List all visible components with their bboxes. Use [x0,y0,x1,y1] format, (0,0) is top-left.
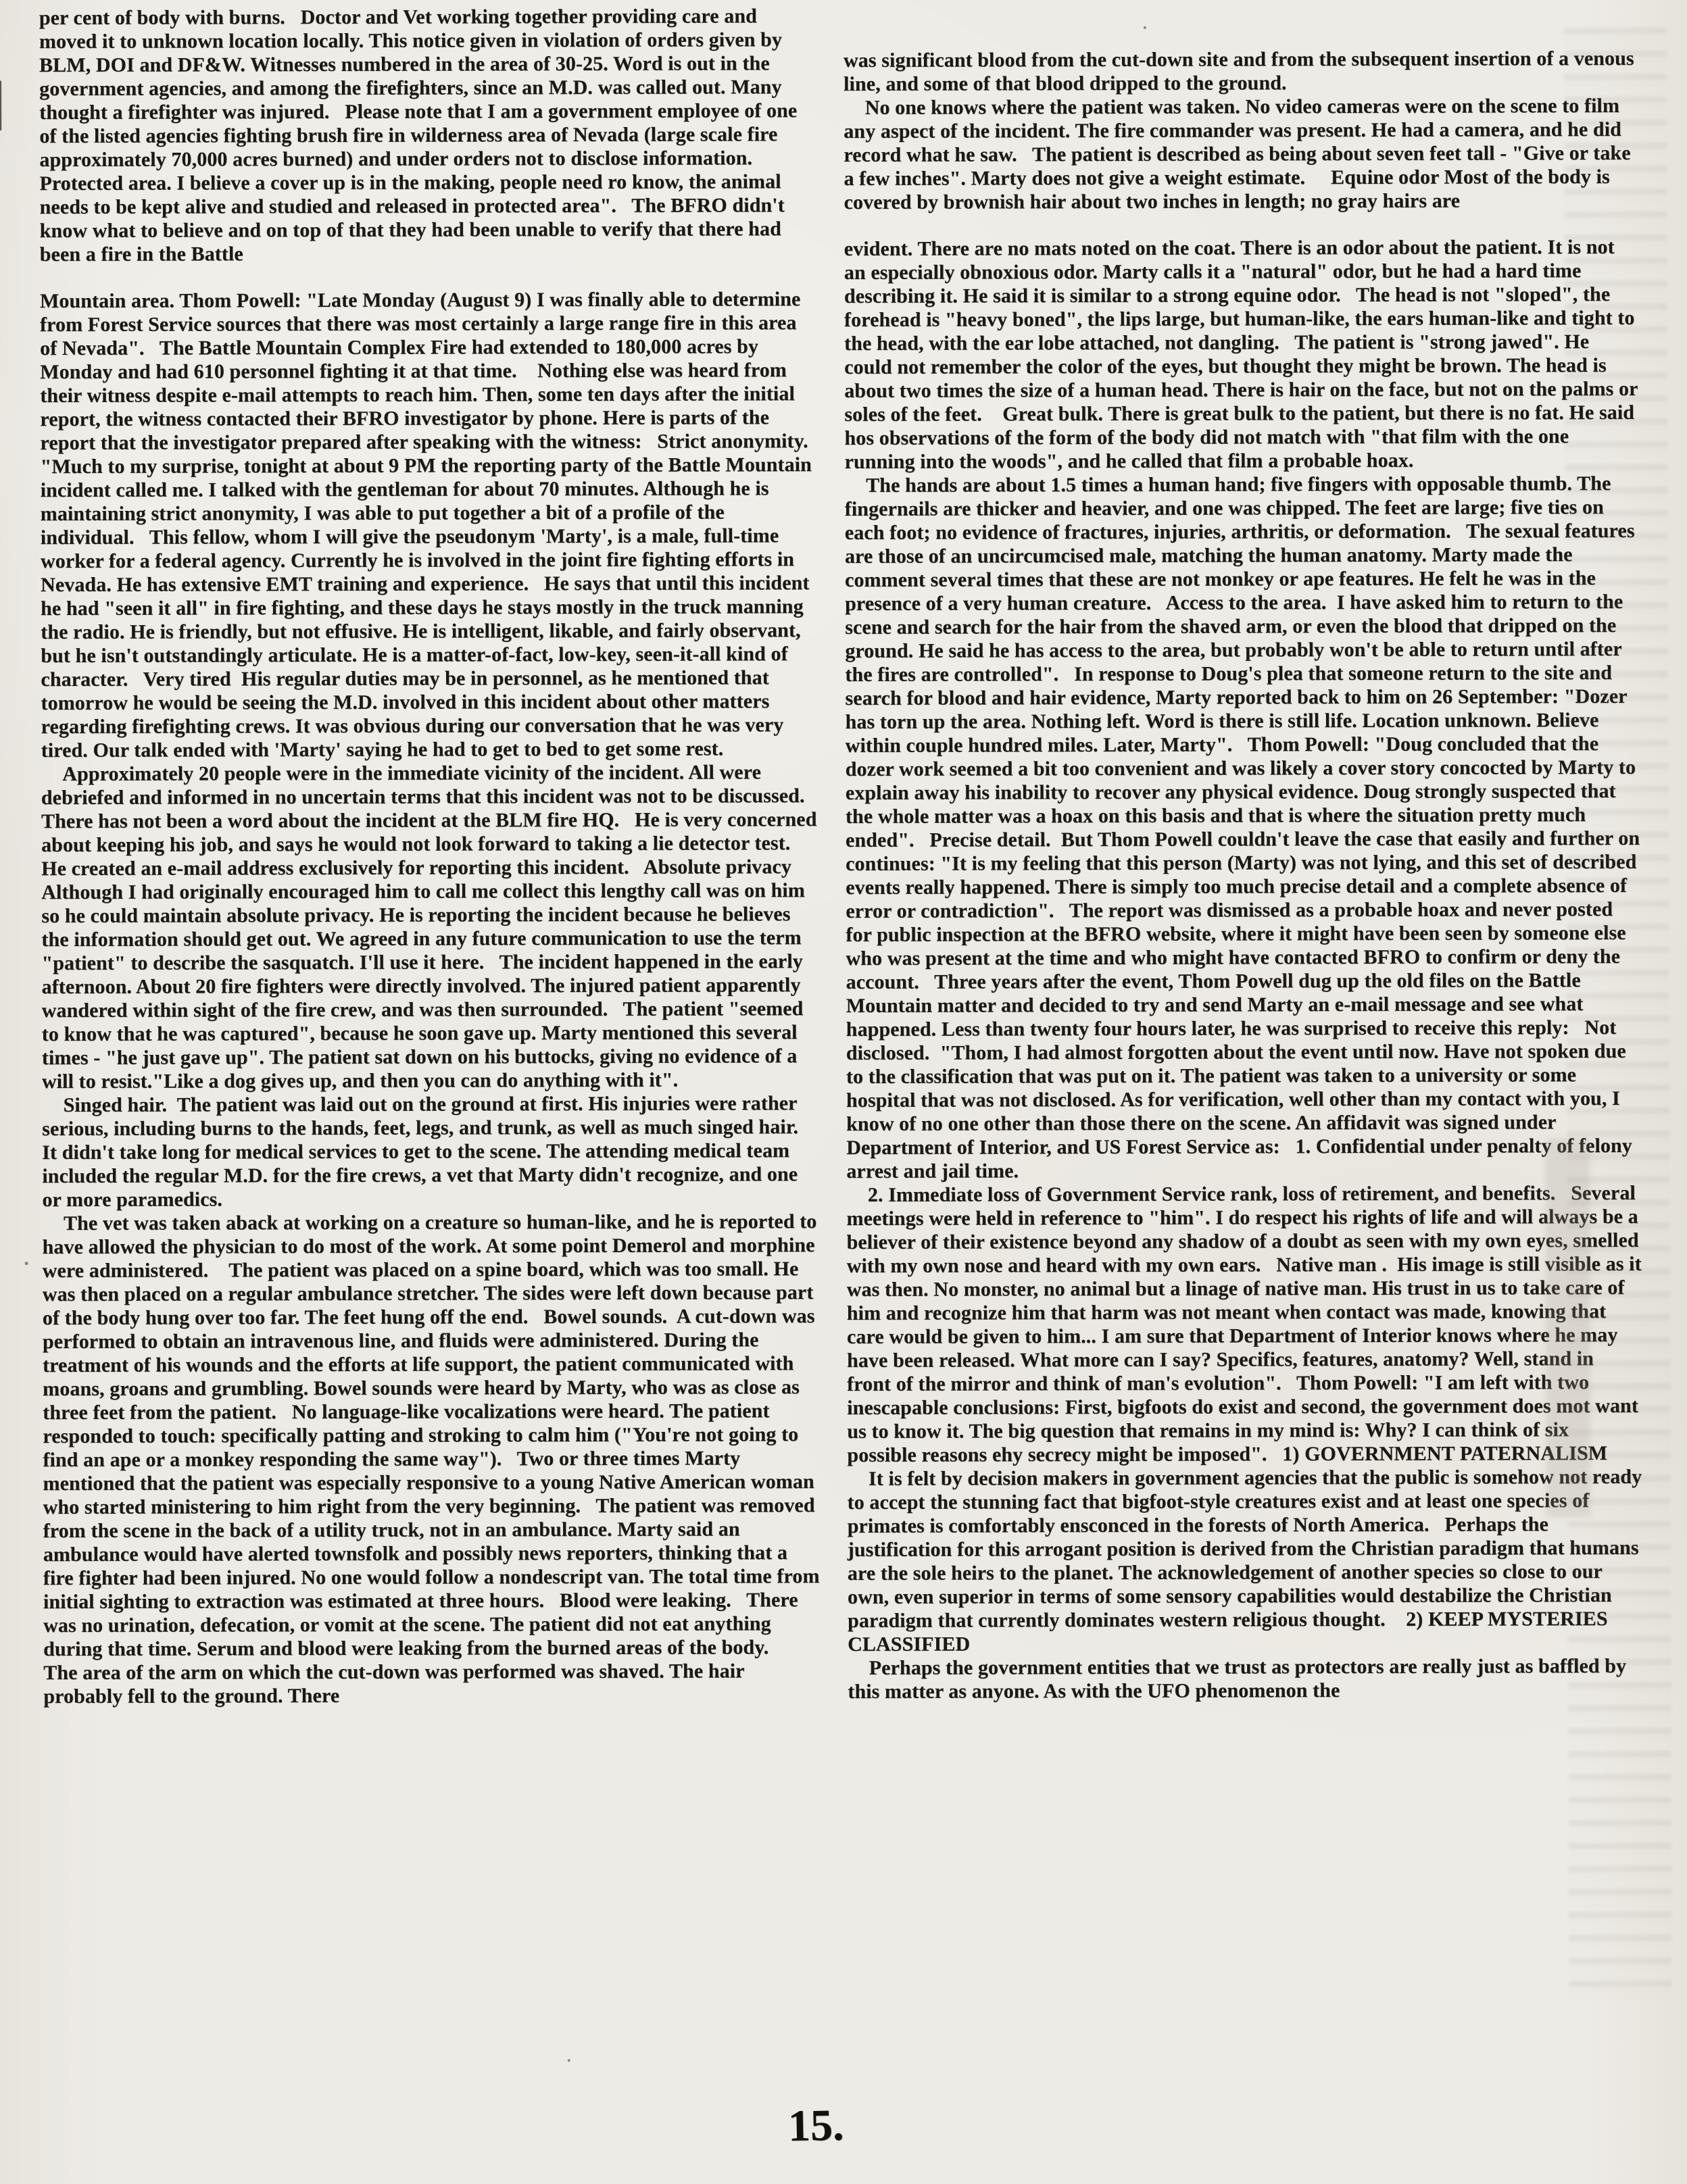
paragraph: Mountain area. Thom Powell: "Late Monday (August 9) I was finally able to determine from Forest Service sources that there was most certainly a large range fire in this area of Nevada". The Battle Mountain Complex Fire had extended to 180,000 acres by Monday and had 610 personnel fighting it at that time. Nothing else was heard from their witness despite e-mail attempts to reach him. Then, some ten days after the initial report, the witness contacted their BFRO investigator by phone. Here is parts of the report that the investigator prepared after speaking with the witness: Strict anonymity. "Much to my surprise, tonight at about 9 PM the reporting party of the Battle Mountain incident called me. I talked with the gentleman for about 70 minutes. Although he is maintaining strict anonymity, I was able to put together a bit of a profile of the individual. This fellow, whom I will give the pseudonym 'Marty', is a male, full-time worker for a federal agency. Currently he is involved in the joint fire fighting efforts in Nevada. He has extensive EMT training and experience. He says that until this incident he had "seen it all" in fire fighting, and these days he stays mostly in the truck manning the radio. He is friendly, but not effusive. He is intelligent, likable, and fairly observant, but he isn't outstandingly articulate. He is a matter-of-fact, low-key, seen-it-all kind of character. Very tired His regular duties may be in personnel, as he mentioned that tomorrow he would be seeing the M.D. involved in this incident about other matters regarding firefighting crews. It was obvious during our conversation that he was very tired. Our talk ended with 'Marty' saying he had to get to bed to get some rest. [39,288,818,762]
paragraph: evident. There are no mats noted on the coat. There is an odor about the patient. It is not an especially obnoxious odor. Marty calls it a "natural" odor, but he had a hard time describing it. He said it is similar to a strong equine odor. The head is not "sloped", the forehead is "heavy boned", the lips large, but human-like, the ears human-like and tight to the head, with the ear lobe attached, not dangling. The patient is "strong jawed". He could not remember the color of the eyes, but thought they might be brown. The head is about two times the size of a human head. There is hair on the face, but not on the palms or soles of the feet. Great bulk. There is great bulk to the patient, but there is no fat. He said hos observations of the form of the body did not match with "that film with the one running into the woods", and he called that film a probable hoax. [844,235,1643,473]
paragraph: The vet was taken aback at working on a creature so human-like, and he is reported to have allowed the physician to do most of the work. At some point Demerol and morphine were administered. The patient was placed on a spine board, which was too small. He was then placed on a regular ambulance stretcher. The sides were left down because part of the body hung over too far. The feet hung off the end. Bowel sounds. A cut-down was performed to obtain an intravenous line, and fluids were administered. During the treatment of his wounds and the efforts at life support, the patient communicated with moans, groans and grumbling. Bowel sounds were heard by Marty, who was as close as three feet from the patient. No language-like vocalizations were heard. The patient responded to touch: specifically patting and stroking to calm him ("You're not going to find an ape or a monkey responding the same way"). Two or three times Marty mentioned that the patient was especially responsive to a young Native American woman who started ministering to him right from the very beginning. The patient was removed from the scene in the back of a utility truck, not in an ambulance. Marty said an ambulance would have alerted townsfolk and possibly news reporters, thinking that a fire fighter had been injured. No one would follow a nondescript van. The total time from initial sighting to extraction was estimated at three hours. Blood were leaking. There was no urination, defecation, or vomit at the scene. The patient did not eat anything during that time. Serum and blood were leaking from the burned areas of the body. The area of the arm on which the cut-down was performed was shaved. The hair probably fell to the ground. There [42,1210,825,1708]
scan-speck-artifact [1144,26,1146,29]
scan-speck-artifact [25,1262,28,1265]
scan-edge-artifact [0,80,1,130]
bleed-through-text-artifact [1564,28,1672,2001]
paragraph: was significant blood from the cut-down site and from the subsequent insertion of a venous line, and some of that blood dripped to the ground. [843,47,1640,95]
text-column-right [843,47,1647,1704]
paragraph: per cent of body with burns. Doctor and Vet working together providing care and moved it to unknown location locally. This notice given in violation of orders given by BLM, DOI and DF&W. Witnesses numbered in the area of 30-25. Word is out in the government agencies, and among the firefighters, since an M.D. was called out. Many thought a firefighter was injured. Please note that I am a government employee of one of the listed agencies fighting brush fire in wilderness area of Nevada (large scale fire approximately 70,000 acres burned) and under orders not to disclose information. Protected area. I believe a cover up is in the making, people need ro know, the animal needs to be kept alive and studied and released in protected area". The BFRO didn't know what to believe and on top of that they had been unable to verify that there had been a fire in the Battle [39,5,802,266]
paragraph: Approximately 20 people were in the immediate vicinity of the incident. All were debriefed and informed in no uncertain terms that this incident was not to be discussed. There has not been a word about the incident at the BLM fire HQ. He is very concerned about keeping his job, and says he would not look forward to taking a lie detector test. He created an e-mail address exclusively for reporting this incident. Absolute privacy Although I had originally encouraged him to call me collect this lengthy call was on him so he could maintain absolute privacy. He is reporting the incident because he believes the information should get out. We agreed in any future communication to use the term "patient" to describe the sasquatch. I'll use it here. The incident happened in the early afternoon. About 20 fire fighters were directly involved. The injured patient apparently wandered within sight of the fire crew, and was then surrounded. The patient "seemed to know that he was captured", because he soon gave up. Marty mentioned this several times - "he just gave up". The patient sat down on his buttocks, giving no evidence of a will to resist."Like a dog gives up, and then you can do anything with it". [41,761,823,1093]
paragraph: Singed hair. The patient was laid out on the ground at first. His injuries were rather serious, including burns to the hands, feet, legs, and trunk, as well as much singed hair. It didn't take long for medical services to get to the scene. The attending medical team included the regular M.D. for the fire crews, a vet that Marty didn't recognize, and one or more paramedics. [42,1092,814,1212]
paragraph: It is felt by decision makers in government agencies that the public is somehow not ready to accept the stunning fact that bigfoot-style creatures exist and at least one species of primates is comfortably ensconced in the forests of North America. Perhaps the justification for this arrogant position is derived from the Christian paradigm that humans are the sole heirs to the planet. The acknowledgement of another species so close to our own, even superior in terms of some sensory capabilities would destabilize the Christian paradigm that currently dominates western religious thought. 2) KEEP MYSTERIES CLASSIFIED [847,1465,1647,1656]
paragraph: 2. Immediate loss of Government Service rank, loss of retirement, and benefits. Several meetings were held in reference to "him". I do respect his rights of life and will always be a believer of their existence beyond any shadow of a doubt as seen with my own eyes, smelled with my own nose and heard with my own ears. Native man . His image is still visible as it was then. No monster, no animal but a linage of native man. His trust in us to take care of him and recognize him that harm was not meant when contact was made, knowing that care would be given to him... I am sure that Department of Interior knows where he may have been released. What more can I say? Specifics, features, anatomy? Well, stand in front of the mirror and think of man's evolution". Thom Powell: "I am left with two inescapable conclusions: First, bigfoots do exist and second, the government does mot want us to know it. The big question that remains in my mind is: Why? I can think of six possible reasons ehy secrecy might be imposed". 1) GOVERNMENT PATERNALISM [846,1181,1647,1466]
paragraph: Perhaps the government entities that we trust as protectors are really just as baffled by this matter as anyone. As with the UFO phenomenon the [848,1654,1632,1703]
paragraph: No one knows where the patient was taken. No video cameras were on the scene to film any aspect of the incident. The fire commander was present. He had a camera, and he did record what he saw. The patient is described as being about seven feet tall - "Give or take a few inches". Marty does not give a weight estimate. Equine odor Most of the body is covered by brownish hair about two inches in length; no gray hairs are [844,94,1636,214]
paragraph: The hands are about 1.5 times a human hand; five fingers with opposable thumb. The fingernails are thicker and heavier, and one was chipped. The feet are large; five ties on each foot; no evidence of fractures, injuries, arthritis, or deformation. The sexual features are those of an uncircumcised male, matching the human anatomy. Marty made the comment several times that these are not monkey or ape features. He felt he was in the presence of a very human creature. Access to the area. I have asked him to return to the scene and search for the hair from the shaved arm, or even the blood that dripped on the ground. He said he has access to the area, but probably won't be able to return until after the fires are controlled". In response to Doug's plea that someone return to the site and search for blood and hair evidence, Marty reported back to him on 26 September: "Dozer has torn up the area. Nothing left. Word is there is still life. Location unknown. Believe within couple hundred miles. Later, Marty". Thom Powell: "Doug concluded that the dozer work seemed a bit too convenient and was likely a cover story concocted by Marty to explain away his inability to recover any physical evidence. Doug strongly suspected that the whole matter was a hoax on this basis and that is where the situation pretty much ended". Precise detail. But Thom Powell couldn't leave the case that easily and further on continues: "It is my feeling that this person (Marty) was not lying, and this set of described events really happened. There is simply too much precise detail and a complete absence of error or contradiction". The report was dismissed as a probable hoax and never posted for public inspection at the BFRO website, where it might have been seen by someone else who was present at the time and who might have contacted BFRO to confirm or deny the account. Three years after the event, Thom Powell dug up the old files on the Battle Mountain matter and decided to try and send Marty an e-mail message and see what happened. Less than twenty four hours later, he was surprised to receive this reply: Not disclosed. "Thom, I had almost forgotten about the event until now. Have not spoken due to the classification that was put on it. The patient was taken to a university or some hospital that was not disclosed. As for verification, well other than my contact with you, I know of no one other than those there on the scene. An affidavit was signed under Department of Interior, and US Forest Service as: 1. Confidential under penalty of felony arrest and jail time. [844,472,1645,1183]
text-column-left [39,4,823,1708]
page-number: 15. [787,2100,845,2151]
scan-speck-artifact [568,2059,570,2062]
bleed-through-shade-artifact [1545,1139,1590,1517]
